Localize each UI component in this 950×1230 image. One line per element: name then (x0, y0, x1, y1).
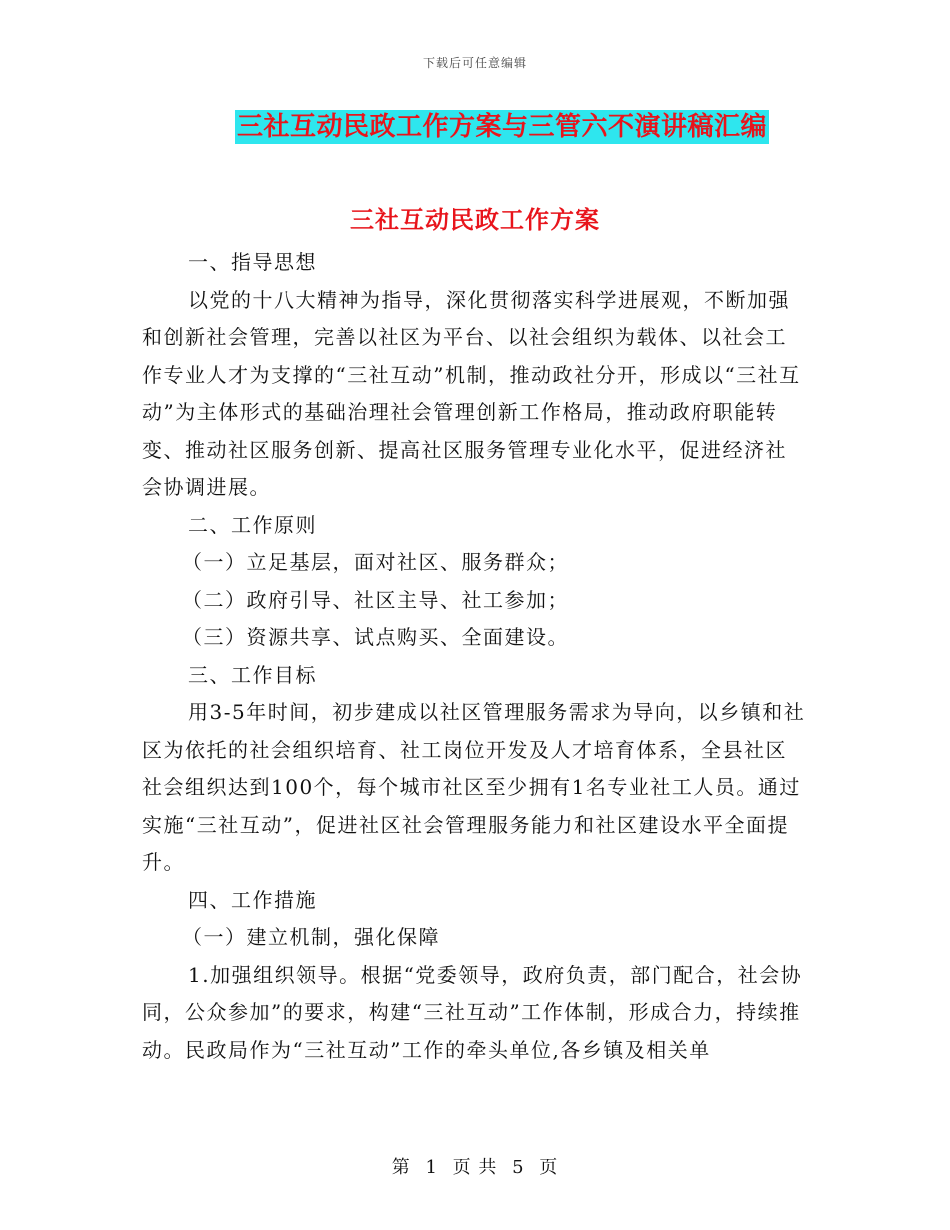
principle-item-3: （三）资源共享、试点购买、全面建设。 (182, 625, 569, 649)
paragraph-work-goals: 用3-5年时间，初步建成以社区管理服务需求为导向，以乡镇和社区为依托的社会组织培育、社工岗位开发及人才培育体系，全县社区社会组织达到100个，每个城市社区至少拥有1名专业社工人员。通过实施“三社互动”，促进社区社会管理服务能力和社区建设水平全面提升。 (142, 700, 806, 874)
heading-work-measures: 四、工作措施 (188, 887, 317, 912)
measure-subheading-1: （一）建立机制，强化保障 (182, 925, 440, 949)
document-title: 三社互动民政工作方案与三管六不演讲稿汇编 (237, 112, 768, 142)
document-body (142, 244, 807, 1069)
paragraph-guiding-ideology: 以党的十八大精神为指导，深化贯彻落实科学进展观，不断加强和创新社会管理，完善以社区为平台、以社会组织为载体、以社会工作专业人才为支撑的“三社互动”机制，推动政社分开，形成以“三社互动”为主体形式的基础治理社会管理创新工作格局，推动政府职能转变、推动社区服务创新、提高社区服务管理专业化水平，促进经济社会协调进展。 (142, 287, 801, 499)
principle-item-2: （二）政府引导、社区主导、社工参加； (182, 587, 569, 612)
page-footer (0, 1153, 950, 1179)
footer-total-pages: 5 (512, 1157, 525, 1178)
heading-guiding-ideology: 一、指导思想 (188, 250, 317, 274)
paragraph-measure-1: 1.加强组织领导。根据“党委领导，政府负责，部门配合，社会协同，公众参加”的要求，构建“三社互动”工作体制，形成合力，持续推动。民政局作为“三社互动”工作的牵头单位,各乡镇及相关单 (142, 962, 803, 1062)
footer-suffix: 页 (539, 1157, 559, 1178)
footer-middle: 页 共 (452, 1157, 498, 1178)
heading-work-principles: 二、工作原则 (188, 512, 317, 537)
footer-prefix: 第 (391, 1157, 411, 1178)
principle-item-1: （一）立足基层，面对社区、服务群众； (182, 550, 569, 574)
section-title: 三社互动民政工作方案 (350, 205, 600, 234)
footer-page-number: 1 (425, 1157, 438, 1178)
heading-work-goals: 三、工作目标 (188, 662, 317, 687)
header-note: 下载后可任意编辑 (422, 56, 527, 70)
